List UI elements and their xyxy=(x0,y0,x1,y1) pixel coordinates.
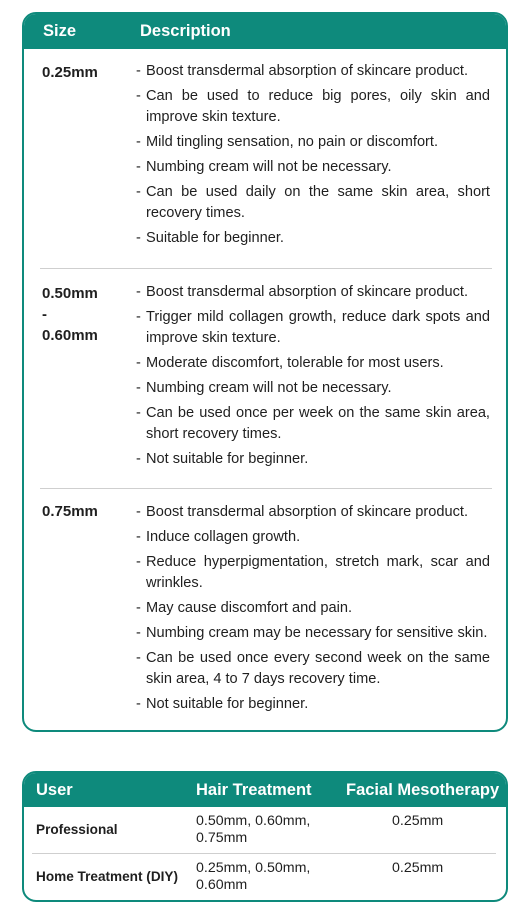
hair-treatment-cell: 0.25mm, 0.50mm, 0.60mm xyxy=(196,860,311,893)
list-item: - Boost transdermal absorption of skincare product. xyxy=(136,502,490,523)
list-item: - Numbing cream will not be necessary. xyxy=(136,157,490,178)
list-item: - Reduce hyperpigmentation, stretch mark, scar and wrinkles. xyxy=(136,552,490,594)
facial-mesotherapy-cell: 0.25mm xyxy=(392,860,444,876)
list-item: - Numbing cream will not be necessary. xyxy=(136,378,490,399)
list-item: - Boost transdermal absorption of skincare product. xyxy=(136,61,490,82)
list-item: - Suitable for beginner. xyxy=(136,228,490,249)
hair-treatment-column-header: Hair Treatment xyxy=(196,781,312,799)
list-item: - Mild tingling sensation, no pain or discomfort. xyxy=(136,132,490,153)
size-label: 0.60mm xyxy=(42,327,98,344)
description-list xyxy=(136,502,490,719)
list-item: - May cause discomfort and pain. xyxy=(136,598,490,619)
list-item: - Not suitable for beginner. xyxy=(136,449,490,470)
size-cell xyxy=(42,283,98,346)
list-item: - Moderate discomfort, tolerable for most users. xyxy=(136,353,490,374)
facial-mesotherapy-cell: 0.25mm xyxy=(392,813,444,829)
list-item: - Numbing cream may be necessary for sensitive skin. xyxy=(136,623,490,644)
list-item: - Can be used once per week on the same skin area, short recovery times. xyxy=(136,403,490,445)
list-item: - Trigger mild collagen growth, reduce dark spots and improve skin texture. xyxy=(136,307,490,349)
facial-mesotherapy-column-header: Facial Mesotherapy xyxy=(346,781,500,799)
list-item: - Can be used to reduce big pores, oily skin and improve skin texture. xyxy=(136,86,490,128)
size-description-table xyxy=(22,12,508,732)
size-label: 0.75mm xyxy=(42,503,98,520)
size-label: 0.50mm xyxy=(42,285,98,302)
description-column-header: Description xyxy=(140,22,231,40)
list-item: - Can be used once every second week on the same skin area, 4 to 7 days recovery time. xyxy=(136,648,490,690)
user-treatment-table xyxy=(22,771,508,902)
row-divider xyxy=(40,268,492,269)
description-list xyxy=(136,61,490,253)
description-list xyxy=(136,282,490,474)
user-cell: Professional xyxy=(36,822,118,837)
list-item: - Not suitable for beginner. xyxy=(136,694,490,715)
size-cell xyxy=(42,501,98,522)
size-label: - xyxy=(42,306,47,323)
list-item: - Induce collagen growth. xyxy=(136,527,490,548)
size-label: 0.25mm xyxy=(42,64,98,81)
size-column-header: Size xyxy=(43,22,77,40)
row-divider xyxy=(40,488,492,489)
table-header xyxy=(24,773,506,807)
hair-treatment-cell: 0.50mm, 0.60mm, 0.75mm xyxy=(196,813,311,846)
row-divider xyxy=(32,853,496,854)
user-cell: Home Treatment (DIY) xyxy=(36,869,179,884)
size-cell xyxy=(42,62,98,83)
user-column-header: User xyxy=(36,781,73,799)
list-item: - Boost transdermal absorption of skincare product. xyxy=(136,282,490,303)
table-header xyxy=(24,14,506,49)
list-item: - Can be used daily on the same skin area, short recovery times. xyxy=(136,182,490,224)
